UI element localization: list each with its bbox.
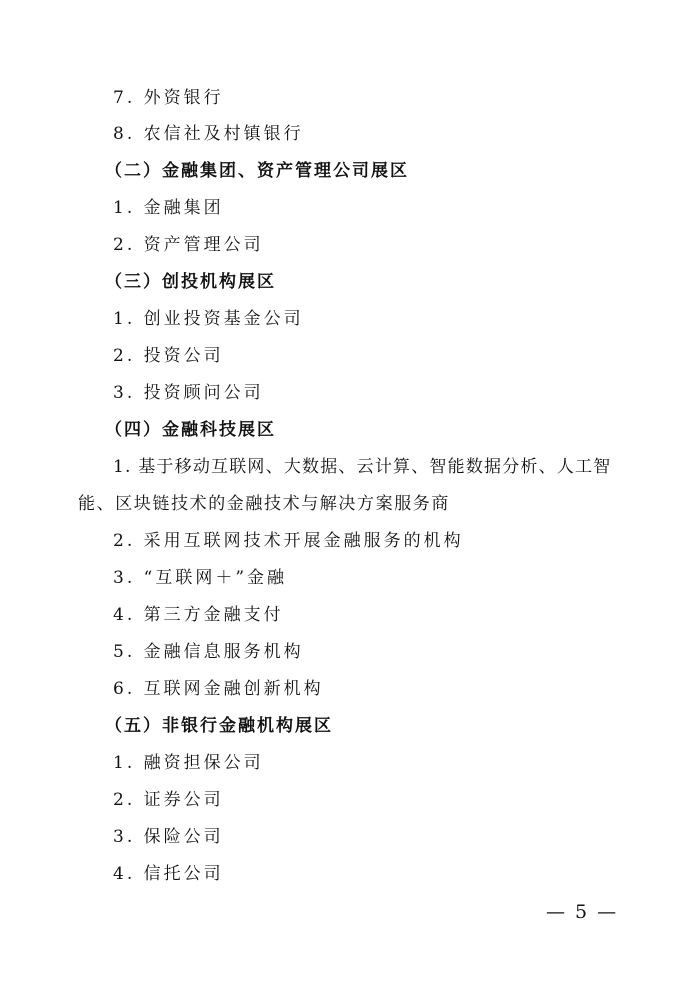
section-heading: （二）金融集团、资产管理公司展区 [105, 161, 409, 181]
list-item-continuation: 能、区块链技术的金融技术与解决方案服务商 [78, 494, 450, 514]
list-item: 2. 证券公司 [113, 790, 224, 810]
page-number: — 5 — [546, 901, 619, 923]
list-item: 1. 创业投资基金公司 [113, 309, 304, 329]
list-item: 3. 保险公司 [113, 827, 224, 847]
section-heading: （五）非银行金融机构展区 [105, 716, 333, 736]
section-heading: （三）创投机构展区 [105, 272, 276, 292]
list-item: 1. 融资担保公司 [113, 753, 264, 773]
list-item: 1. 金融集团 [113, 198, 224, 218]
section-heading: （四）金融科技展区 [105, 420, 276, 440]
list-item: 7. 外资银行 [113, 88, 224, 108]
list-item: 5. 金融信息服务机构 [113, 642, 304, 662]
list-item: 4. 信托公司 [113, 864, 224, 884]
list-item: 3. “互联网＋”金融 [113, 568, 288, 588]
list-item: 2. 投资公司 [113, 346, 224, 366]
list-item: 6. 互联网金融创新机构 [113, 679, 324, 699]
list-item: 3. 投资顾问公司 [113, 383, 264, 403]
list-item: 2. 采用互联网技术开展金融服务的机构 [113, 531, 464, 551]
list-item: 1. 基于移动互联网、大数据、云计算、智能数据分析、人工智 [113, 457, 612, 477]
list-item: 8. 农信社及村镇银行 [113, 124, 304, 144]
list-item: 4. 第三方金融支付 [113, 605, 284, 625]
list-item: 2. 资产管理公司 [113, 235, 264, 255]
